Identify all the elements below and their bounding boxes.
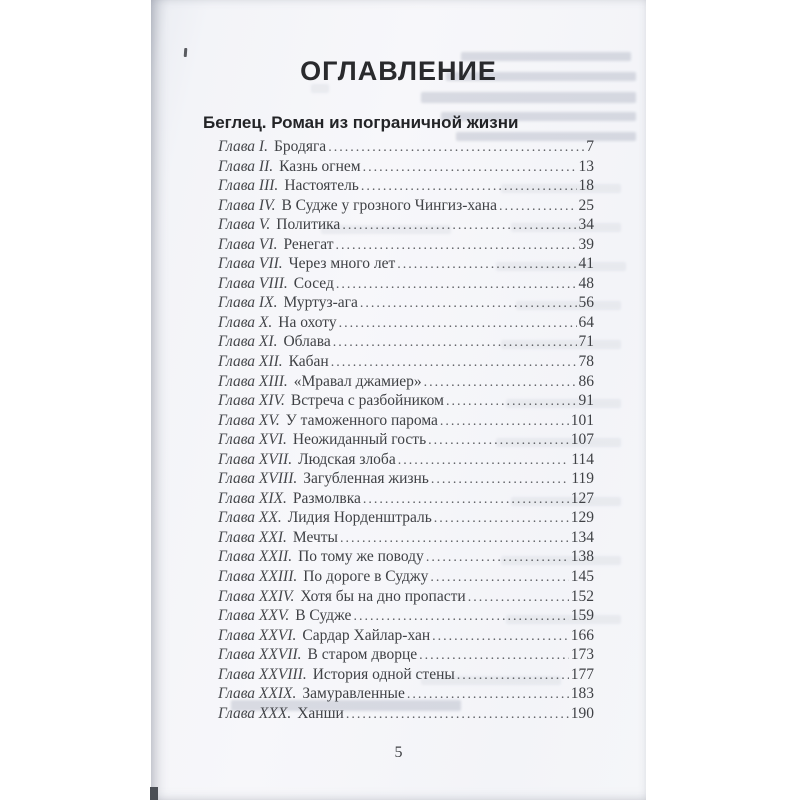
toc-entry	[218, 411, 594, 431]
toc-entry-chapter-label: Глава XXVIII.	[218, 665, 307, 683]
toc-entry-page-number: 34	[578, 216, 594, 234]
toc-entry-title: Через много лет	[288, 255, 396, 273]
toc-entry-chapter-label: Глава XIII.	[218, 372, 288, 390]
toc-entry	[218, 137, 594, 157]
show-through-line	[421, 92, 636, 103]
toc-entry-page-number: 71	[578, 333, 594, 351]
dot-leader	[446, 391, 577, 412]
dot-leader	[336, 274, 577, 295]
toc-entry	[218, 704, 594, 724]
toc-entry-page-number: 152	[570, 587, 594, 605]
toc-entry-page-number: 39	[578, 235, 594, 253]
toc-entry-title: «Мравал джамиер»	[293, 372, 422, 390]
toc-entry-page-number: 41	[578, 255, 594, 273]
toc-entry	[218, 235, 594, 255]
toc-entry	[218, 430, 594, 450]
dot-leader	[428, 430, 569, 451]
toc-entry-chapter-label: Глава XXVI.	[218, 626, 297, 644]
toc-entry-chapter-label: Глава XXIV.	[218, 587, 295, 605]
toc-entry-chapter-label: Глава XI.	[218, 333, 278, 351]
toc-entry	[218, 645, 594, 665]
toc-entry-chapter-label: Глава XXII.	[218, 548, 293, 566]
toc-entry	[218, 606, 594, 626]
dot-leader	[361, 176, 577, 197]
toc-entry-title: Неожиданный гость	[292, 431, 427, 449]
toc-entry-page-number: 101	[570, 411, 594, 429]
dot-leader	[407, 684, 569, 705]
toc-entry	[218, 372, 594, 392]
dot-leader	[346, 704, 569, 725]
toc-entry-title: Сардар Хайлар-хан	[302, 626, 431, 644]
toc-entry	[218, 274, 594, 294]
toc-entry	[218, 391, 594, 411]
toc-entry-chapter-label: Глава XII.	[218, 353, 283, 371]
dot-leader	[440, 411, 569, 432]
dot-leader	[339, 313, 577, 334]
toc-entry	[218, 313, 594, 333]
toc-entry-page-number: 18	[578, 177, 594, 195]
toc-entry	[218, 587, 594, 607]
dot-leader	[331, 352, 577, 373]
dot-leader	[431, 469, 569, 490]
toc-entry-page-number: 127	[570, 489, 594, 507]
toc-entry	[218, 528, 594, 548]
toc-entry	[218, 567, 594, 587]
toc-entry-chapter-label: Глава X.	[218, 313, 273, 331]
toc-entry-chapter-label: Глава XVII.	[218, 450, 293, 468]
dot-leader	[336, 235, 577, 256]
toc-entry-chapter-label: Глава IX.	[218, 294, 278, 312]
toc-entry-chapter-label: Глава XXI.	[218, 528, 287, 546]
toc-entry	[218, 626, 594, 646]
toc-entry-chapter-label: Глава XV.	[218, 411, 280, 429]
dot-leader	[333, 332, 577, 353]
toc-entry	[218, 254, 594, 274]
toc-entry	[218, 508, 594, 528]
toc-entry-chapter-label: Глава XX.	[218, 509, 282, 527]
toc-entry-page-number: 7	[586, 138, 594, 155]
section-heading: Беглец. Роман из пограничной жизни	[203, 113, 519, 132]
toc-entry-title: Загубленная жизнь	[303, 470, 429, 488]
toc-entry-title: По тому же поводу	[298, 548, 424, 566]
toc-entry-page-number: 177	[570, 665, 594, 683]
toc-entry-page-number: 114	[571, 450, 594, 468]
dot-leader	[353, 606, 568, 627]
dot-leader	[432, 626, 569, 647]
toc-list	[218, 137, 594, 723]
toc-entry	[218, 450, 594, 470]
dot-leader	[340, 528, 569, 549]
toc-entry-page-number: 56	[578, 294, 594, 312]
toc-entry-chapter-label: Глава XXX.	[218, 704, 292, 722]
toc-entry	[218, 684, 594, 704]
toc-entry-chapter-label: Глава II.	[218, 157, 274, 175]
toc-entry-page-number: 78	[578, 353, 594, 371]
toc-entry-title: Сосед	[293, 274, 334, 292]
toc-entry-page-number: 86	[578, 372, 594, 390]
toc-entry	[218, 489, 594, 509]
dot-leader	[424, 372, 577, 393]
toc-entry-page-number: 159	[570, 607, 594, 625]
toc-entry-title: Бродяга	[273, 138, 327, 155]
toc-entry-title: Ренегат	[283, 235, 334, 253]
toc-entry-title: Встреча с разбойником	[290, 392, 444, 410]
dot-leader	[363, 489, 569, 510]
dot-leader	[468, 587, 569, 608]
toc-entry-title: Хотя бы на дно пропасти	[300, 587, 466, 605]
toc-entry-title: У таможенного парома	[285, 411, 438, 429]
toc-entry-title: Настоятель	[284, 177, 359, 195]
page-number: 5	[394, 744, 403, 761]
toc-entry-page-number: 190	[570, 704, 594, 722]
toc-entry-title: Замуравленные	[302, 685, 405, 703]
dot-leader	[430, 567, 568, 588]
toc-entry-chapter-label: Глава XXIX.	[218, 685, 297, 703]
dot-leader	[457, 665, 569, 686]
dot-leader	[426, 547, 569, 568]
toc-entry-title: Мечты	[292, 528, 338, 546]
toc-entry-chapter-label: Глава IV.	[218, 196, 276, 214]
toc-entry-title: На охоту	[278, 313, 337, 331]
toc-entry-chapter-label: Глава I.	[218, 138, 268, 155]
toc-entry	[218, 157, 594, 177]
toc-entry-page-number: 64	[578, 313, 594, 331]
toc-entry-page-number: 138	[570, 548, 594, 566]
toc-entry-page-number: 48	[578, 274, 594, 292]
toc-entry-page-number: 134	[570, 528, 594, 546]
toc-entry-title: В Судже у грозного Чингиз-хана	[281, 196, 497, 214]
toc-entry-chapter-label: Глава XXV.	[218, 607, 290, 625]
dot-leader	[397, 254, 576, 275]
toc-entry	[218, 665, 594, 685]
toc-entry-title: Лидия Норденштраль	[287, 509, 432, 527]
toc-entry-page-number: 119	[571, 470, 594, 488]
toc-entry-chapter-label: Глава V.	[218, 216, 271, 234]
toc-entry-page-number: 166	[570, 626, 594, 644]
toc-entry-title: Облава	[283, 333, 331, 351]
toc-entry	[218, 332, 594, 352]
toc-entry-title: Кабан	[288, 353, 329, 371]
toc-entry-page-number: 107	[570, 431, 594, 449]
toc-entry-page-number: 145	[570, 568, 594, 586]
toc-entry-page-number: 13	[578, 157, 594, 175]
dot-leader	[434, 508, 569, 529]
toc-entry-chapter-label: Глава XXVII.	[218, 646, 302, 664]
toc-entry-chapter-label: Глава VIII.	[218, 274, 288, 292]
toc-entry-page-number: 173	[570, 646, 594, 664]
page-title: ОГЛАВЛЕНИЕ	[300, 56, 497, 86]
book-cover-corner	[150, 787, 158, 800]
dot-leader	[398, 450, 570, 471]
toc-entry-page-number: 91	[578, 392, 594, 410]
dot-leader	[342, 215, 576, 236]
dot-leader	[419, 645, 569, 666]
toc-entry-page-number: 129	[570, 509, 594, 527]
toc-entry-chapter-label: Глава XIX.	[218, 489, 287, 507]
toc-entry	[218, 547, 594, 567]
toc-entry-title: Ханши	[297, 704, 344, 722]
toc-entry-title: Муртуз-ага	[283, 294, 358, 312]
dot-leader	[328, 137, 584, 158]
toc-entry-chapter-label: Глава VII.	[218, 255, 283, 273]
toc-entry-title: Людская злоба	[298, 450, 396, 468]
toc-entry-title: В старом дворце	[307, 646, 418, 664]
dot-leader	[499, 196, 577, 217]
toc-entry	[218, 215, 594, 235]
toc-entry	[218, 176, 594, 196]
toc-entry-title: По дороге в Суджу	[303, 568, 429, 586]
toc-entry-chapter-label: Глава XIV.	[218, 392, 285, 410]
toc-entry-chapter-label: Глава XVIII.	[218, 470, 298, 488]
toc-entry-title: История одной стены	[312, 665, 455, 683]
toc-entry-title: Политика	[276, 216, 341, 234]
toc-entry-chapter-label: Глава VI.	[218, 235, 278, 253]
toc-entry-chapter-label: Глава XXIII.	[218, 568, 298, 586]
toc-entry-chapter-label: Глава III.	[218, 177, 279, 195]
toc-entry-title: В Судже	[295, 607, 352, 625]
toc-entry	[218, 196, 594, 216]
toc-entry	[218, 293, 594, 313]
dot-leader	[360, 293, 577, 314]
book-page	[151, 0, 646, 800]
toc-entry	[218, 469, 594, 489]
toc-entry-page-number: 183	[570, 685, 594, 703]
toc-entry-page-number: 25	[578, 196, 594, 214]
toc-entry-title: Размолвка	[292, 489, 361, 507]
toc-entry-chapter-label: Глава XVI.	[218, 431, 287, 449]
dot-leader	[363, 157, 577, 178]
toc-entry	[218, 352, 594, 372]
toc-entry-title: Казнь огнем	[279, 157, 361, 175]
